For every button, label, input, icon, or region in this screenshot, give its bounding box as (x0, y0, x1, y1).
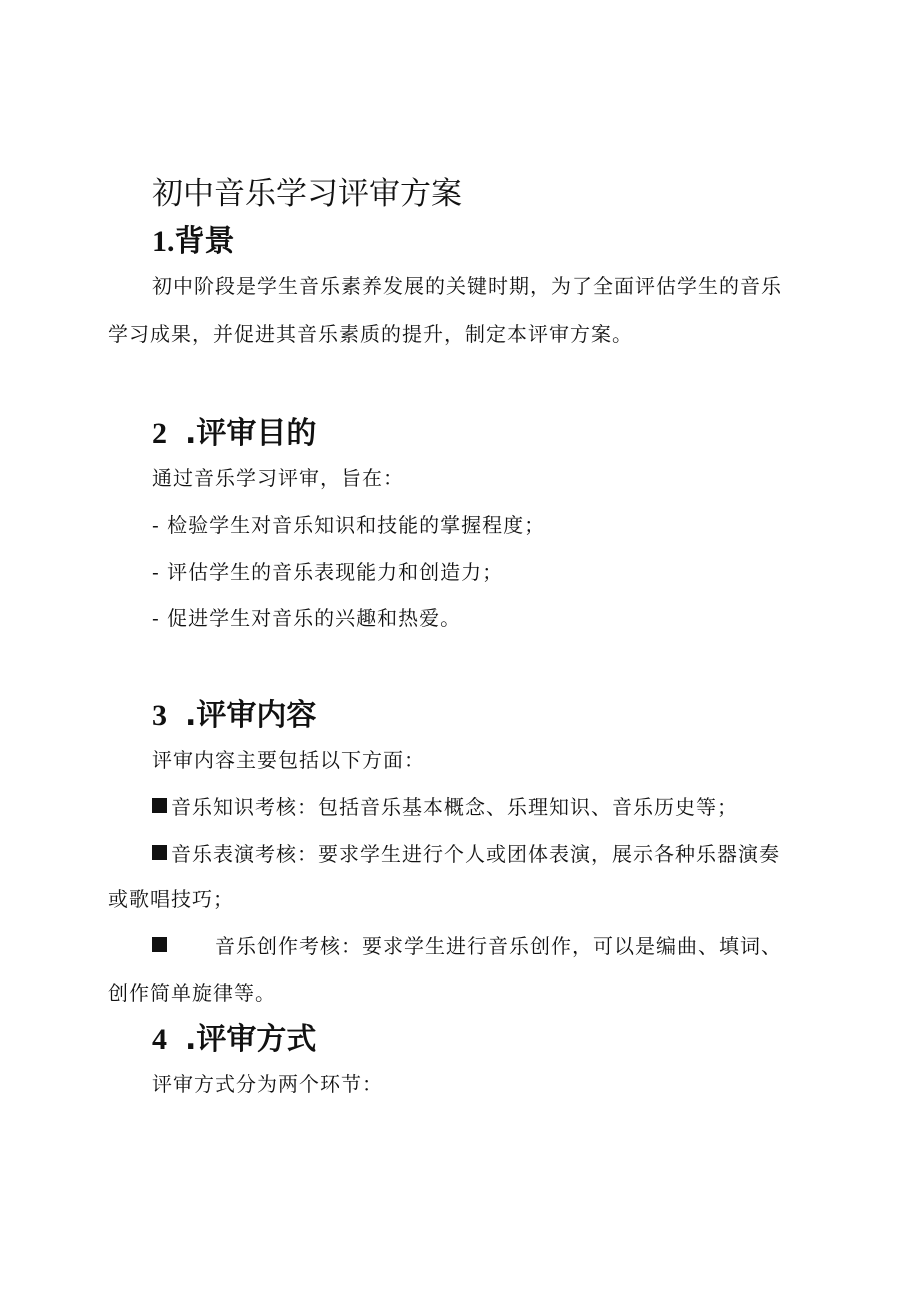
section-2-item-1: - 检验学生对音乐知识和技能的掌握程度； (152, 513, 546, 537)
section-4-intro: 评审方式分为两个环节： (152, 1072, 383, 1096)
square-bullet-icon (152, 937, 167, 952)
section-4-title: .评审方式 (185, 1022, 317, 1057)
section-2-heading (152, 408, 316, 452)
section-1-paragraph-line-2: 学习成果，并促进其音乐素质的提升，制定本评审方案。 (108, 322, 633, 346)
section-3-item-2-line-2: 或歌唱技巧； (108, 887, 234, 911)
section-3-intro: 评审内容主要包括以下方面： (152, 748, 425, 772)
section-3-item-3-line-2: 创作简单旋律等。 (108, 981, 276, 1005)
section-3-item-3-text: 音乐创作考核：要求学生进行音乐创作，可以是编曲、填词、 (215, 934, 782, 958)
section-3-item-2-line-1 (152, 838, 780, 867)
section-1-title: 背景 (174, 224, 235, 259)
document-title: 初中音乐学习评审方案 (152, 176, 462, 212)
square-bullet-icon (152, 845, 167, 860)
section-2-item-2: - 评估学生的音乐表现能力和创造力； (152, 560, 504, 584)
section-2-intro: 通过音乐学习评审，旨在： (152, 466, 404, 490)
section-1-paragraph-line-1: 初中阶段是学生音乐素养发展的关键时期，为了全面评估学生的音乐 (152, 274, 782, 298)
section-1-number: 1. (152, 225, 175, 258)
section-3-item-1-text: 音乐知识考核：包括音乐基本概念、乐理知识、音乐历史等； (171, 795, 738, 819)
section-2-title: .评审目的 (185, 416, 317, 451)
section-4-number: 4 (152, 1023, 167, 1056)
section-4-heading (152, 1014, 316, 1058)
section-1-heading (152, 216, 235, 260)
section-3-item-3-line-1 (152, 930, 782, 959)
section-3-number: 3 (152, 699, 167, 732)
section-3-title: .评审内容 (185, 698, 317, 733)
section-2-item-3: - 促进学生对音乐的兴趣和热爱。 (152, 606, 462, 630)
square-bullet-icon (152, 798, 167, 813)
section-3-heading (152, 690, 316, 734)
section-2-number: 2 (152, 417, 167, 450)
section-3-item-1 (152, 791, 738, 820)
section-3-item-2-text: 音乐表演考核：要求学生进行个人或团体表演，展示各种乐器演奏 (171, 842, 780, 866)
